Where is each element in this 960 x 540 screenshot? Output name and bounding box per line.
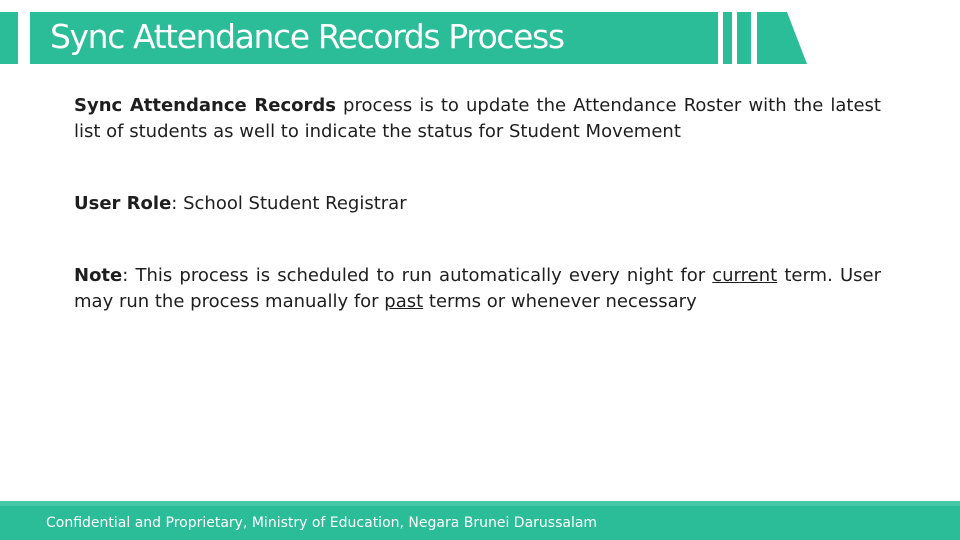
header-band-left <box>0 12 18 64</box>
header-stripe-slanted <box>757 12 807 64</box>
footer-bar <box>0 506 960 540</box>
user-role-label: User Role <box>74 193 172 214</box>
description-paragraph <box>74 93 881 145</box>
note-paragraph <box>74 263 881 315</box>
note-text: term. User may run the process manually for <box>74 265 881 312</box>
note-label: Note <box>74 265 123 286</box>
note-text: : This process is scheduled to run automatically every night for <box>122 265 713 286</box>
header-stripe <box>737 12 751 64</box>
process-name: Sync Attendance Records <box>74 95 336 116</box>
user-role-paragraph <box>74 191 881 217</box>
title-bar <box>30 12 718 64</box>
user-role-value: : School Student Registrar <box>171 193 407 214</box>
header-stripe <box>723 12 732 64</box>
footer-text: Confidential and Proprietary, Ministry of Education, Negara Brunei Darussalam <box>46 515 598 531</box>
description-text: process is to update the Attendance Roster with the latest list of students as well to indicate the status for Student Movement <box>74 95 881 142</box>
note-text: terms or whenever necessary <box>423 291 697 312</box>
slide-title: Sync Attendance Records Process <box>50 17 564 56</box>
note-emphasis-past: past <box>384 291 424 312</box>
note-emphasis-current: current <box>712 265 778 286</box>
